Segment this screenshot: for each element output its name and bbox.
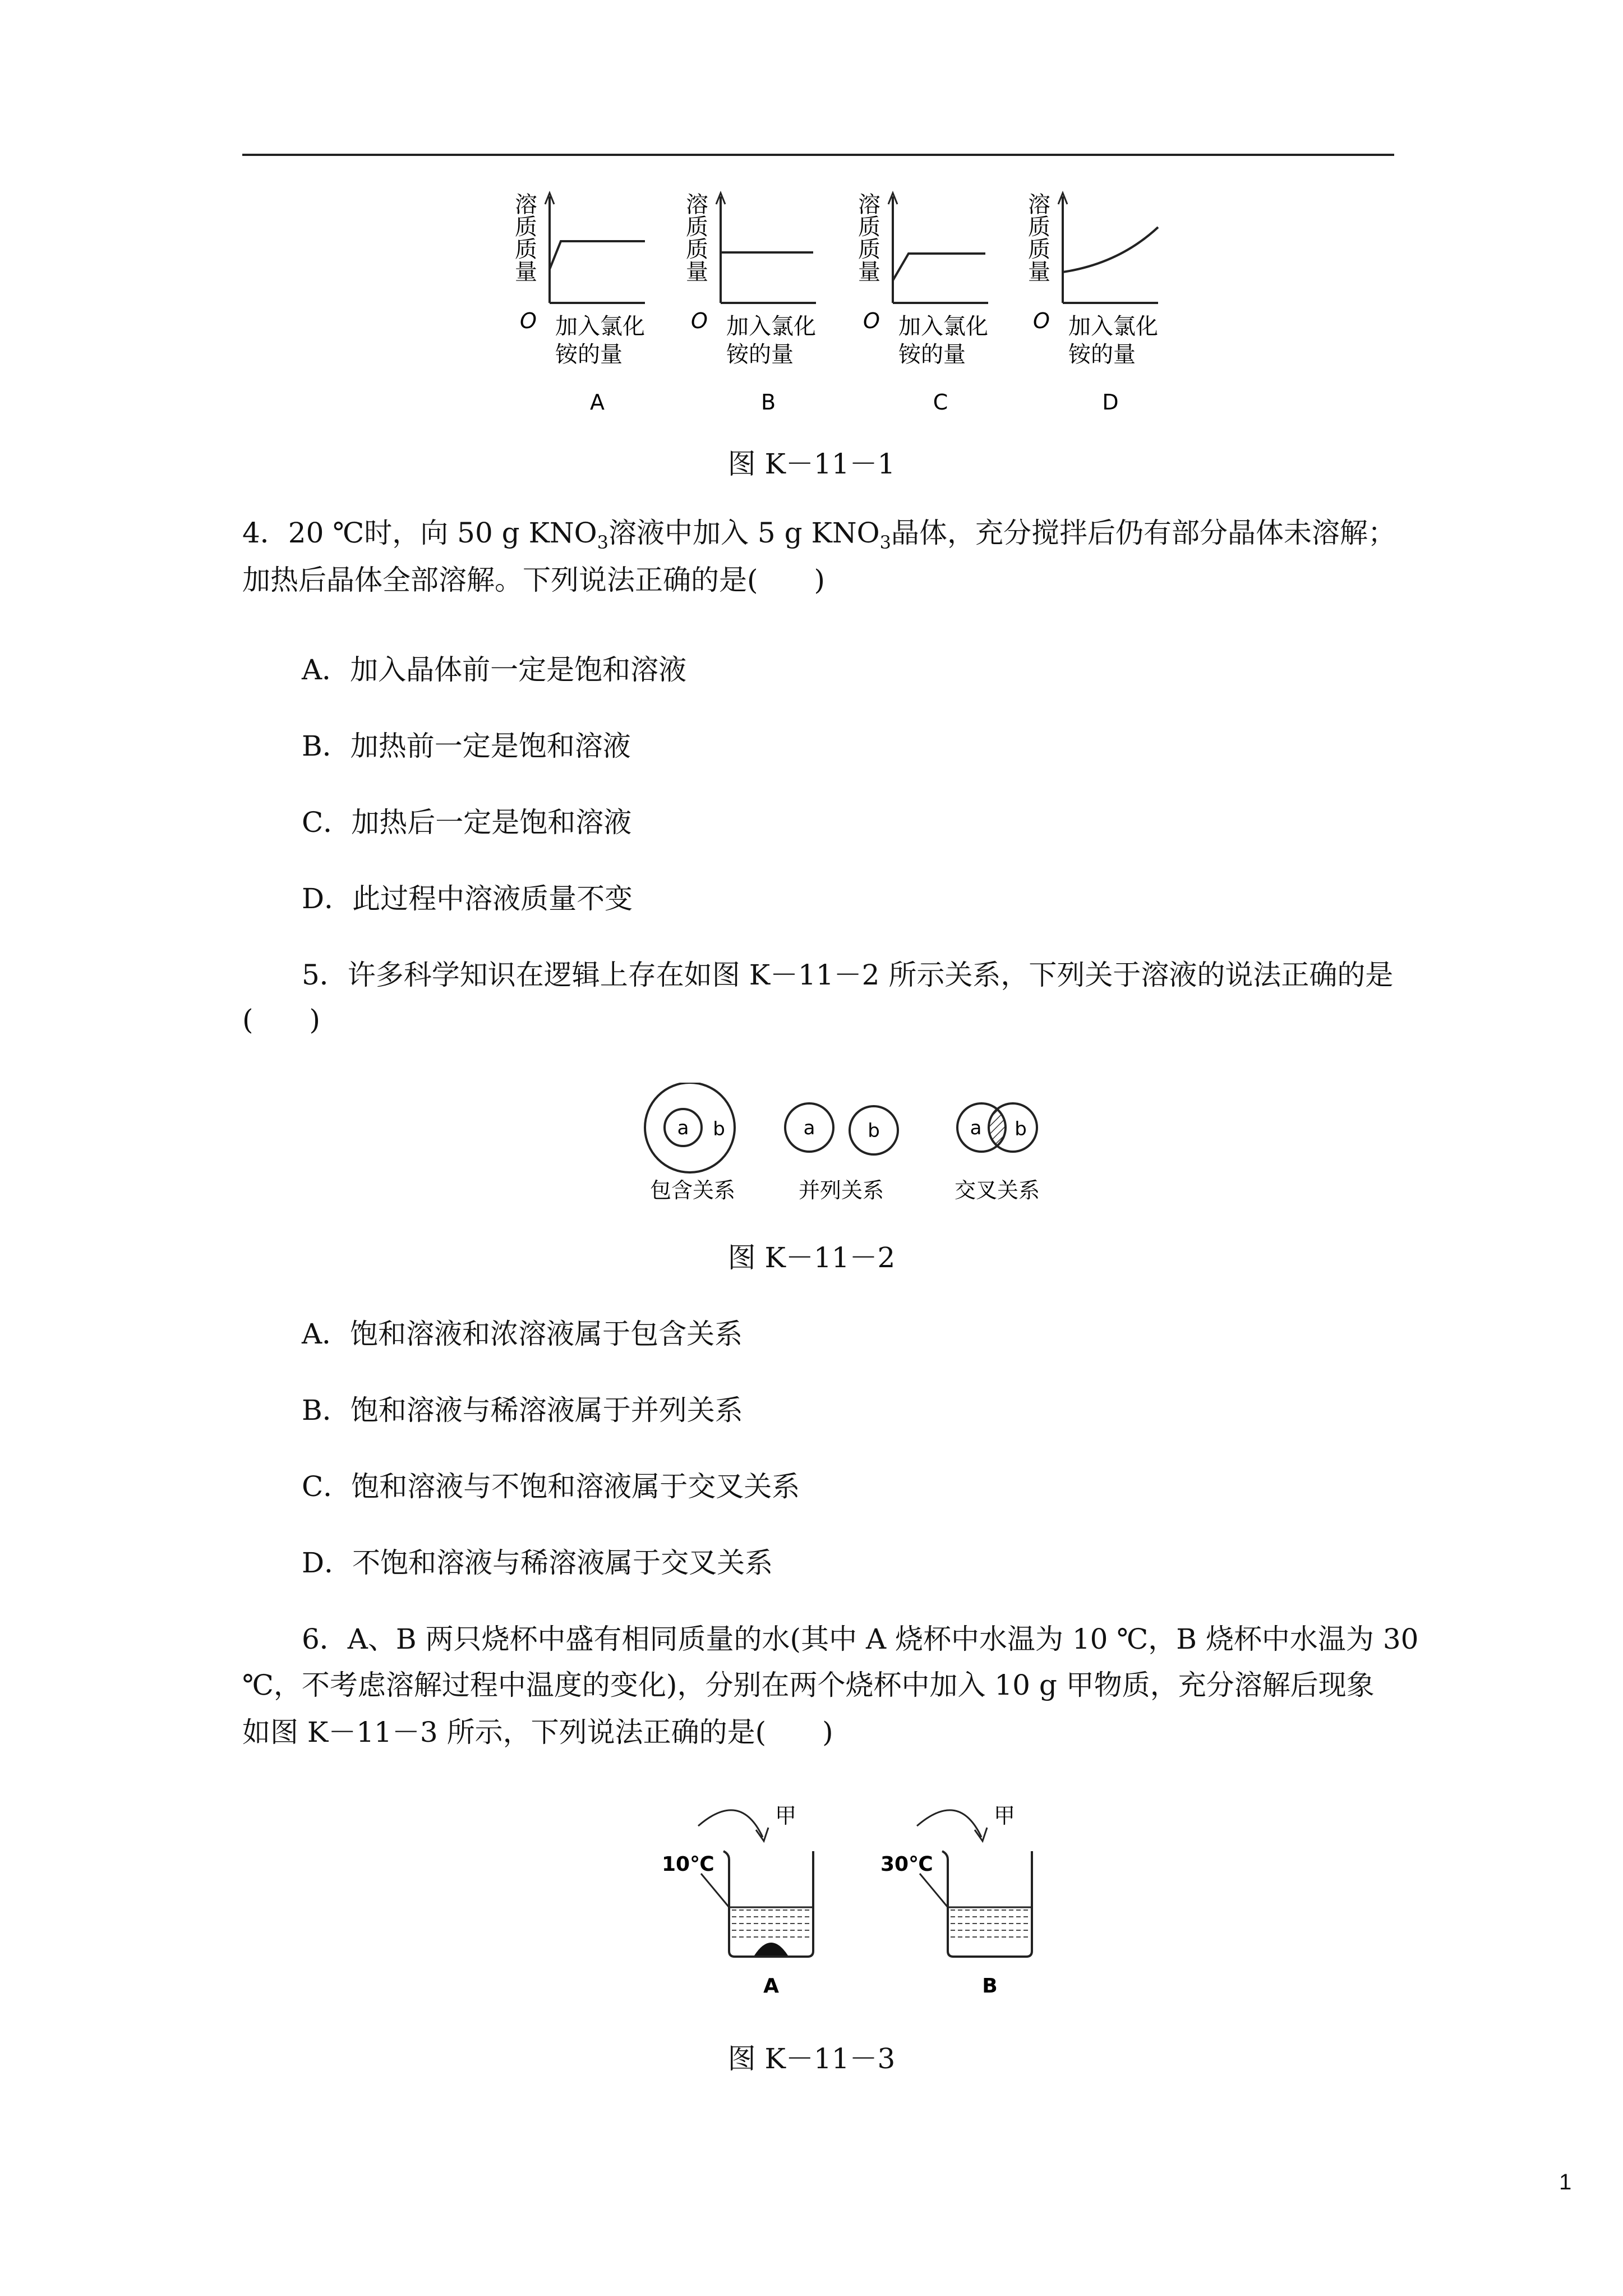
beaker-outline: [723, 1851, 813, 1957]
circle-b-label: b: [713, 1118, 725, 1140]
substance-label: 甲: [994, 1803, 1016, 1828]
y-axis-label-char: 质: [686, 237, 708, 263]
question-5-line-2: ( ): [242, 1004, 321, 1036]
x-axis-label: 加入氯化: [898, 314, 988, 339]
beaker-A: [662, 1803, 813, 1998]
set-relation-diagram: [628, 1083, 1077, 1206]
y-axis-label-char: 质: [686, 214, 708, 240]
question-4-option-c: C．加热后一定是饱和溶液: [302, 806, 632, 839]
undissolved-solid: [754, 1943, 788, 1955]
y-axis-label-char: 溶: [686, 192, 708, 218]
circle-b-label: b: [868, 1120, 880, 1142]
temperature-pointer: [701, 1874, 729, 1907]
y-axis-label-char: 质: [858, 214, 880, 240]
question-4-option-d: D．此过程中溶液质量不变: [302, 882, 633, 915]
x-axis-label: 铵的量: [898, 342, 966, 367]
question-5-line-1: 5．许多科学知识在逻辑上存在如图 K－11－2 所示关系，下列关于溶液的说法正确的是: [302, 959, 1394, 991]
solute-mass-graphs: [494, 185, 1189, 432]
parallel-relation: [785, 1103, 898, 1203]
circle-a-label: a: [677, 1117, 689, 1139]
y-axis-label-char: 量: [858, 259, 880, 285]
graph-curve: [550, 241, 645, 269]
beaker-diagram: [645, 1795, 1071, 2003]
containment-label: 包含关系: [649, 1178, 736, 1203]
y-axis-label-char: 质: [515, 214, 537, 240]
y-axis-label-char: 溶: [1028, 192, 1050, 218]
graph-C: [858, 192, 988, 415]
question-5-option-d: D．不饱和溶液与稀溶液属于交叉关系: [302, 1547, 773, 1579]
origin-label: O: [1033, 309, 1050, 333]
x-axis-label: 加入氯化: [555, 314, 645, 339]
figure-caption-3: 图 K－11－3: [727, 2042, 896, 2075]
x-axis-label: 加入氯化: [726, 314, 816, 339]
pour-arrow: [917, 1810, 981, 1837]
intersection-label: 交叉关系: [954, 1178, 1040, 1203]
y-axis-label-char: 溶: [858, 192, 880, 218]
question-6-line-3: 如图 K－11－3 所示，下列说法正确的是( ): [242, 1716, 833, 1749]
figure-caption-2: 图 K－11－2: [727, 1241, 896, 1274]
y-axis-label-char: 质: [1028, 214, 1050, 240]
x-axis-label: 加入氯化: [1068, 314, 1158, 339]
y-axis-label-char: 质: [858, 237, 880, 263]
beaker-B: [880, 1803, 1032, 1998]
temperature-label: 30℃: [880, 1853, 933, 1876]
y-axis-label-char: 量: [515, 259, 537, 285]
intersection-relation: [955, 1103, 1040, 1203]
question-4-option-a: A．加入晶体前一定是饱和溶液: [302, 654, 687, 686]
y-axis-label-char: 量: [686, 259, 708, 285]
substance-label: 甲: [775, 1803, 797, 1828]
circle-a-label: a: [803, 1117, 815, 1139]
circle-b-label: b: [1015, 1118, 1027, 1140]
graph-letter: A: [590, 390, 605, 415]
header-rule: [242, 154, 1394, 156]
figure-caption-1: 图 K－11－1: [727, 448, 896, 480]
beaker-outline: [942, 1851, 1032, 1957]
y-axis-label-char: 质: [1028, 237, 1050, 263]
temperature-pointer: [920, 1874, 948, 1907]
question-6-line-2: ℃，不考虑溶解过程中温度的变化)，分别在两个烧杯中加入 10 g 甲物质，充分溶解后现象: [242, 1669, 1375, 1701]
graph-curve: [1063, 227, 1158, 272]
graph-curve: [893, 254, 985, 280]
parallel-label: 并列关系: [798, 1178, 884, 1203]
origin-label: O: [520, 309, 537, 333]
figure-k-11-3: [645, 1795, 1071, 2003]
beaker-letter: B: [982, 1975, 998, 1998]
graph-letter: B: [760, 390, 776, 415]
y-axis-label-char: 质: [515, 237, 537, 263]
question-4-line-2: 加热后晶体全部溶解。下列说法正确的是( ): [242, 564, 826, 596]
question-5-option-c: C．饱和溶液与不饱和溶液属于交叉关系: [302, 1470, 800, 1503]
temperature-label: 10℃: [662, 1853, 714, 1876]
graph-A: [515, 192, 645, 415]
beaker-letter: A: [763, 1975, 779, 1998]
x-axis-label: 铵的量: [1068, 342, 1136, 367]
pour-arrow: [698, 1810, 763, 1837]
origin-label: O: [691, 309, 708, 333]
x-axis-label: 铵的量: [726, 342, 794, 367]
origin-label: O: [863, 309, 880, 333]
containment-relation: [645, 1083, 735, 1203]
y-axis-label-char: 溶: [515, 192, 537, 218]
graph-letter: D: [1102, 390, 1119, 415]
graph-D: [1028, 192, 1158, 415]
question-4-option-b: B．加热前一定是饱和溶液: [302, 730, 631, 762]
figure-k-11-1: [494, 185, 1189, 432]
question-5-option-a: A．饱和溶液和浓溶液属于包含关系: [302, 1318, 743, 1350]
x-axis-label: 铵的量: [555, 342, 623, 367]
question-6-line-1: 6．A、B 两只烧杯中盛有相同质量的水(其中 A 烧杯中水温为 10 ℃，B 烧杯中水温为 30: [302, 1623, 1419, 1655]
question-4-line-1: 4．20 ℃时，向 50 g $KNO_3$溶液中加入 5 g $KNO_3$晶体，充分搅拌后仍有部分晶体未溶解；: [242, 517, 1396, 553]
circle-a-label: a: [970, 1117, 982, 1139]
graph-letter: C: [933, 390, 948, 415]
y-axis-label-char: 量: [1028, 259, 1050, 285]
figure-k-11-2: [628, 1083, 1077, 1206]
graph-B: [686, 192, 816, 415]
page-number: 1: [1559, 2170, 1572, 2194]
question-5-option-b: B．饱和溶液与稀溶液属于并列关系: [302, 1394, 743, 1427]
